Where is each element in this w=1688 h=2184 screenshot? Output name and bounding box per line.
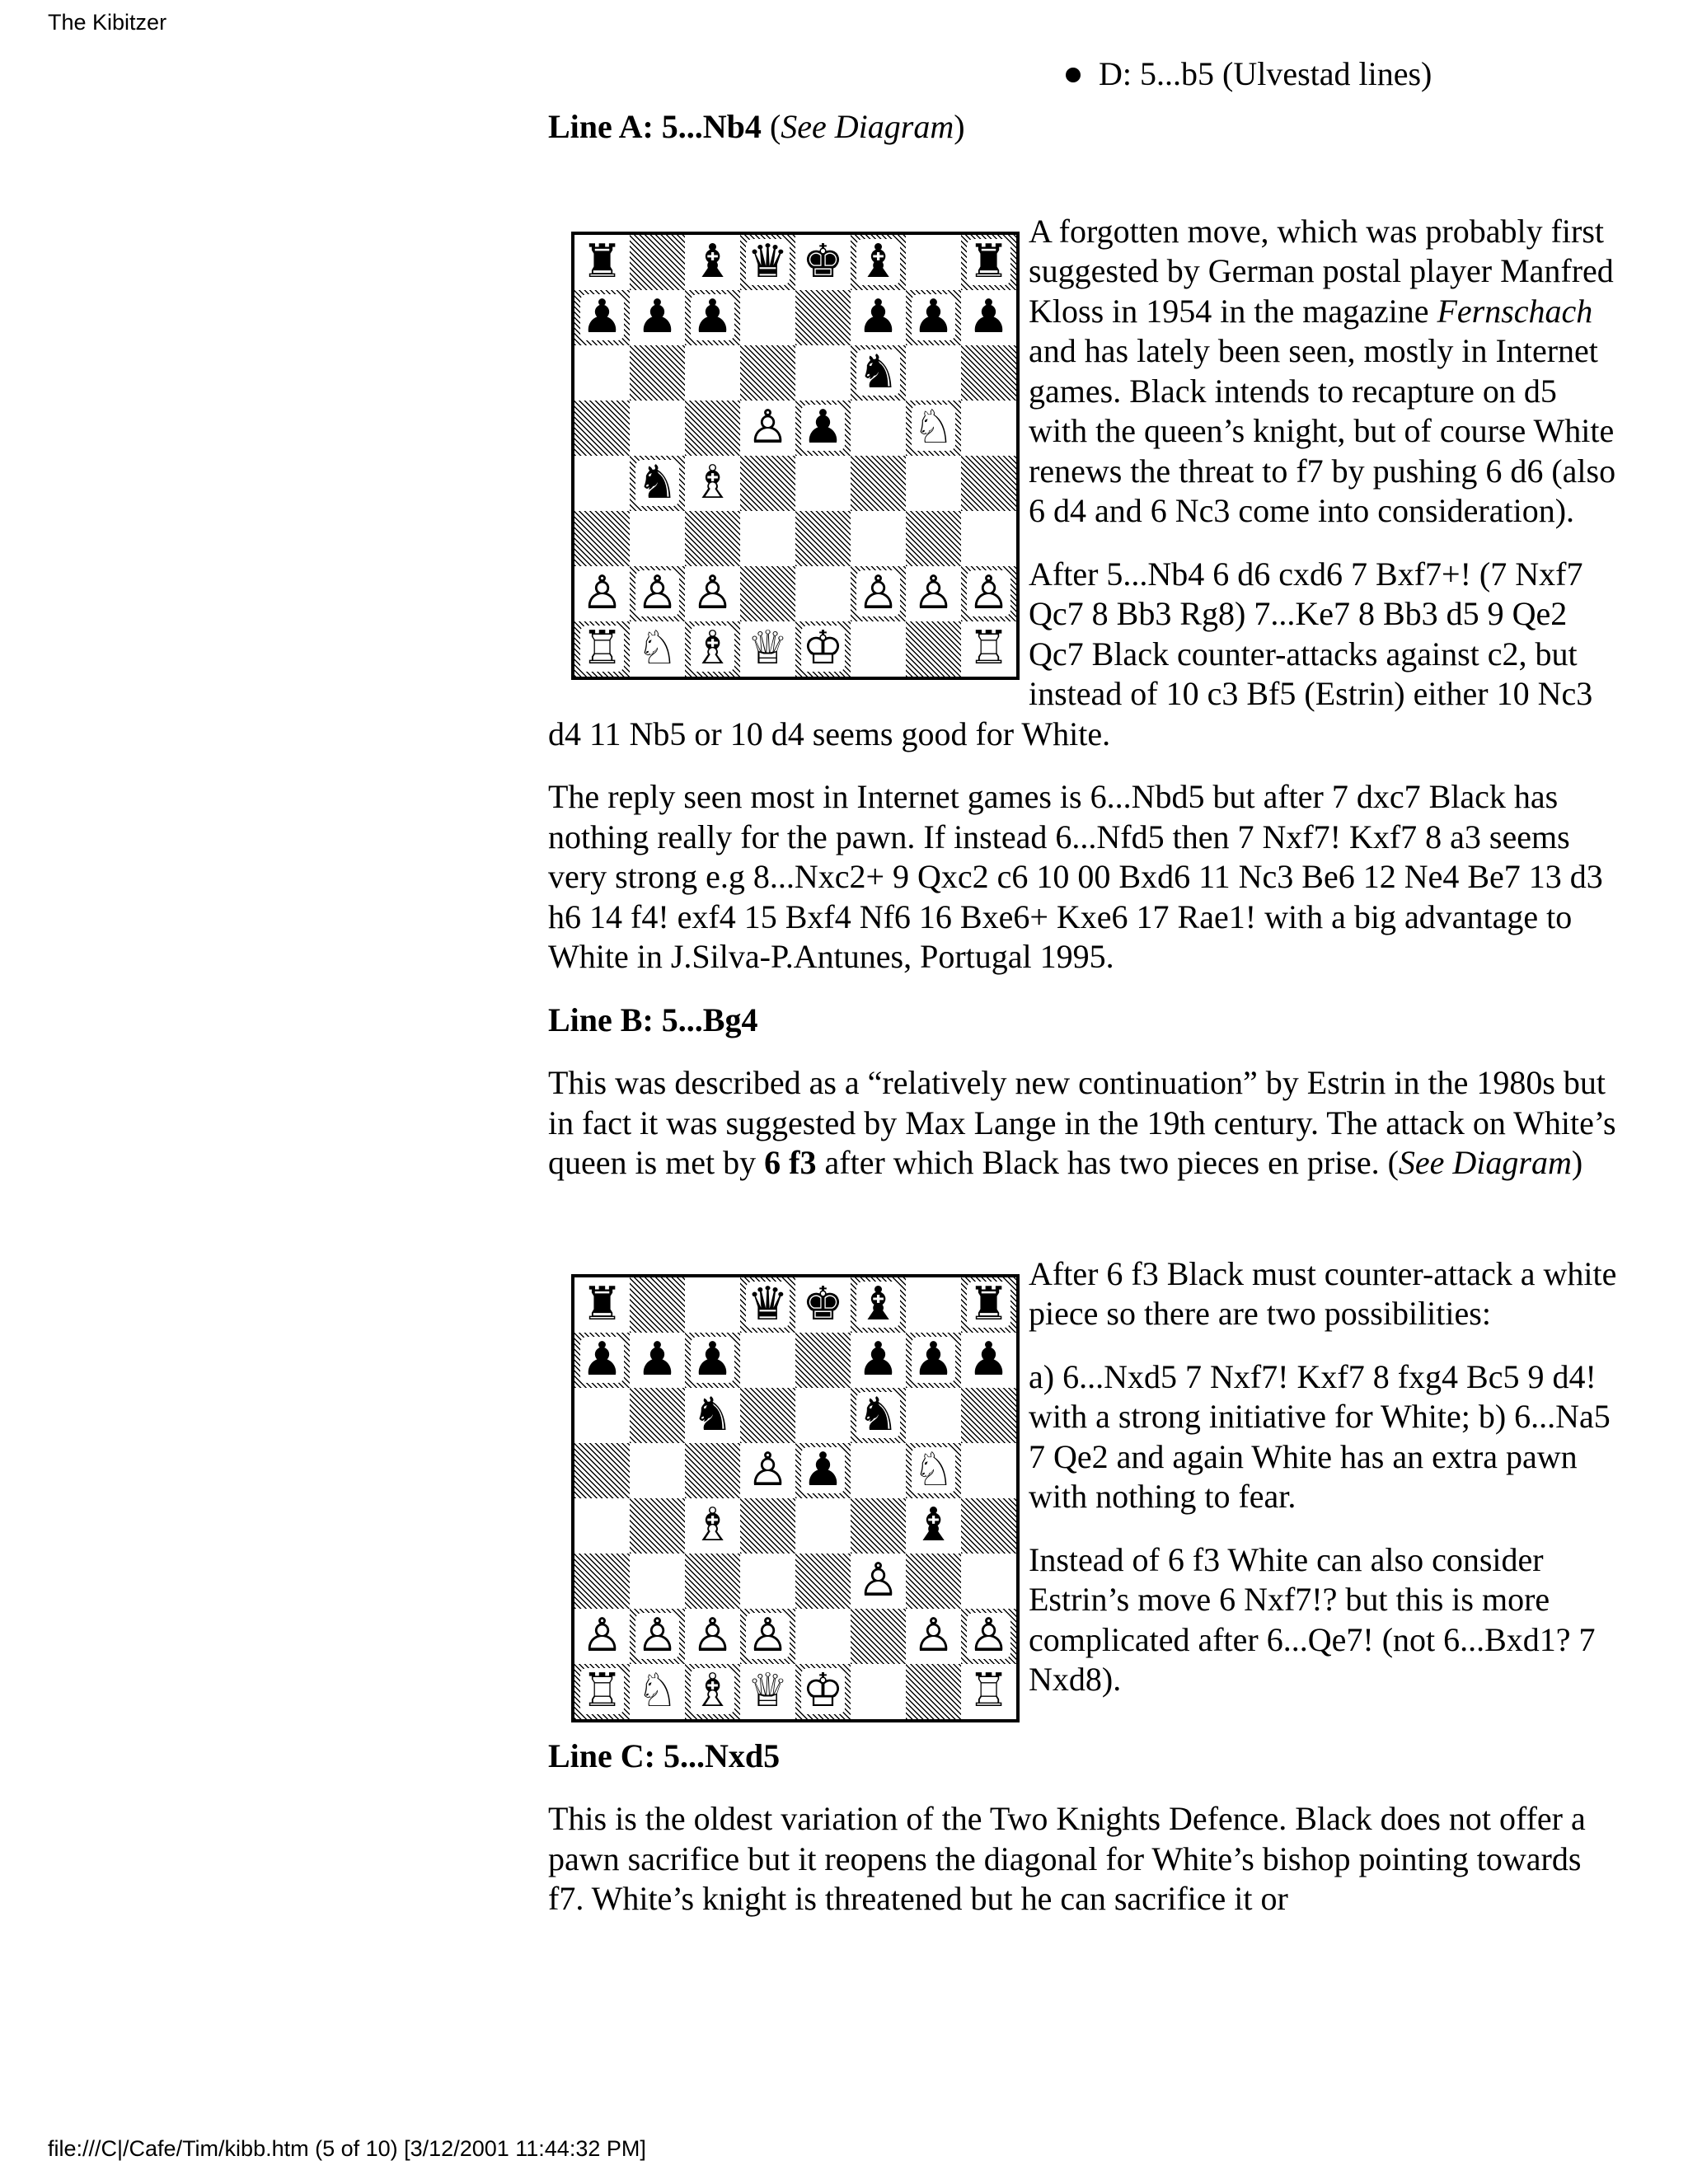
square-f3: [851, 1554, 906, 1609]
square-b4: [630, 1498, 685, 1554]
square-c8: [685, 1277, 740, 1333]
square-b3: [630, 511, 685, 566]
square-d5: [740, 401, 795, 456]
square-c5: [685, 401, 740, 456]
square-f2: [851, 1609, 906, 1664]
square-g4: [906, 456, 961, 511]
black-rook-icon: ♜: [968, 235, 1010, 288]
square-c3: [685, 1554, 740, 1609]
square-c7: [685, 1333, 740, 1388]
black-king-icon: ♚: [802, 1277, 844, 1331]
square-a6: [574, 1388, 630, 1443]
square-d4: [740, 1498, 795, 1554]
square-f2: [851, 566, 906, 621]
square-e8: [795, 1277, 851, 1333]
page-footer-path: file:///C|/Cafe/Tim/kibb.htm (5 of 10) [3/12/2001 11:44:32 PM]: [48, 2136, 646, 2161]
line-b-see-diagram: See Diagram: [1398, 1144, 1572, 1181]
white-pawn-icon: ♙: [857, 1554, 899, 1607]
white-bishop-icon: ♗: [692, 456, 734, 509]
square-g3: [906, 1554, 961, 1609]
square-h2: [961, 1609, 1016, 1664]
white-pawn-icon: ♙: [968, 1609, 1010, 1662]
black-pawn-icon: ♟: [968, 290, 1010, 344]
square-c2: [685, 1609, 740, 1664]
black-rook-icon: ♜: [968, 1277, 1010, 1331]
square-a5: [574, 1443, 630, 1498]
white-pawn-icon: ♙: [581, 566, 623, 620]
black-pawn-icon: ♟: [912, 1333, 954, 1386]
square-c6: [685, 1388, 740, 1443]
line-b-p1-close: ): [1571, 1144, 1583, 1181]
diagram-line-a: [548, 232, 1010, 689]
square-e6: [795, 345, 851, 401]
white-pawn-icon: ♙: [636, 1609, 678, 1662]
square-e5: [795, 1443, 851, 1498]
article-body: [548, 49, 1620, 1943]
diagram-line-b: [548, 1274, 1010, 1732]
square-b2: [630, 1609, 685, 1664]
square-f7: [851, 1333, 906, 1388]
line-b-p3-a: a) 6...Nxd5 7 Nxf7! Kxf7 8 fxg4 Bc5 9 d4! with a strong initiative for White;: [1029, 1357, 1597, 1435]
white-knight-icon: ♘: [912, 401, 954, 454]
white-knight-icon: ♘: [636, 621, 678, 675]
square-g1: [906, 1664, 961, 1719]
square-c8: [685, 235, 740, 290]
square-h8: [961, 235, 1016, 290]
square-h7: [961, 290, 1016, 345]
line-c-paragraph-1: This is the oldest variation of the Two Knights Defence. Black does not offer a pawn sacrifice but it reopens the diagonal for White’s bishop pointing towards f7. White’s knight is threatened but he can sacrifice it or: [548, 1800, 1586, 1917]
square-b2: [630, 566, 685, 621]
chessboard-line-b: [571, 1274, 1020, 1722]
square-d1: [740, 1664, 795, 1719]
square-b1: [630, 1664, 685, 1719]
square-d8: [740, 1277, 795, 1333]
white-pawn-icon: ♙: [857, 566, 899, 620]
square-c3: [685, 511, 740, 566]
square-b5: [630, 1443, 685, 1498]
black-pawn-icon: ♟: [857, 290, 899, 344]
square-g6: [906, 1388, 961, 1443]
square-h6: [961, 345, 1016, 401]
square-e5: [795, 401, 851, 456]
black-pawn-icon: ♟: [581, 290, 623, 344]
white-pawn-icon: ♙: [747, 1443, 789, 1497]
square-a4: [574, 1498, 630, 1554]
line-b-p1-b: after which Black has two pieces en prise. (: [824, 1144, 1399, 1181]
square-h4: [961, 1498, 1016, 1554]
black-pawn-icon: ♟: [581, 1333, 623, 1386]
square-b5: [630, 401, 685, 456]
black-knight-icon: ♞: [636, 456, 678, 509]
square-e3: [795, 1554, 851, 1609]
white-pawn-icon: ♙: [636, 566, 678, 620]
square-a2: [574, 1609, 630, 1664]
line-a-heading-text: Line A: 5...Nb4: [548, 108, 762, 145]
black-queen-icon: ♛: [747, 235, 789, 288]
square-h1: [961, 621, 1016, 677]
square-a1: [574, 1664, 630, 1719]
line-a-p1-italic: Fernschach: [1437, 292, 1593, 330]
black-pawn-icon: ♟: [912, 290, 954, 344]
square-c6: [685, 345, 740, 401]
line-b-paragraph-1: [548, 1063, 1620, 1183]
square-d6: [740, 345, 795, 401]
square-e7: [795, 290, 851, 345]
square-g1: [906, 621, 961, 677]
square-f1: [851, 621, 906, 677]
square-g6: [906, 345, 961, 401]
square-a8: [574, 1277, 630, 1333]
black-bishop-icon: ♝: [692, 235, 734, 288]
square-b6: [630, 1388, 685, 1443]
square-b7: [630, 1333, 685, 1388]
square-h7: [961, 1333, 1016, 1388]
square-g7: [906, 1333, 961, 1388]
square-e3: [795, 511, 851, 566]
white-pawn-icon: ♙: [692, 1609, 734, 1662]
white-pawn-icon: ♙: [692, 566, 734, 620]
square-e6: [795, 1388, 851, 1443]
square-e2: [795, 1609, 851, 1664]
line-a-p1-text: A forgotten move, which was probably first suggested by German postal player Manfred Kloss in 1954 in the magazine: [1029, 212, 1614, 330]
line-a-paren-close: ): [954, 108, 965, 145]
line-a-see-diagram: See Diagram: [781, 108, 954, 145]
square-c7: [685, 290, 740, 345]
square-a7: [574, 290, 630, 345]
square-d7: [740, 1333, 795, 1388]
black-rook-icon: ♜: [581, 1277, 623, 1331]
square-d8: [740, 235, 795, 290]
black-bishop-icon: ♝: [857, 235, 899, 288]
bullet-text: D: 5...b5 (Ulvestad lines): [1099, 55, 1432, 92]
black-knight-icon: ♞: [692, 1388, 734, 1441]
square-g3: [906, 511, 961, 566]
square-d4: [740, 456, 795, 511]
square-g2: [906, 566, 961, 621]
square-a2: [574, 566, 630, 621]
square-h4: [961, 456, 1016, 511]
square-f3: [851, 511, 906, 566]
square-a5: [574, 401, 630, 456]
square-a7: [574, 1333, 630, 1388]
white-pawn-icon: ♙: [747, 1609, 789, 1662]
square-f5: [851, 1443, 906, 1498]
white-bishop-icon: ♗: [692, 1498, 734, 1552]
square-f4: [851, 456, 906, 511]
square-a3: [574, 1554, 630, 1609]
square-a6: [574, 345, 630, 401]
line-a-p1-rest: and has lately been seen, mostly in Internet games. Black intends to recapture on d5 with the queen’s knight, but of course White renews the threat to f7 by pushing 6 d6 (also 6 d4 and 6 Nc3 come into consideration).: [1029, 332, 1616, 529]
square-b3: [630, 1554, 685, 1609]
line-b-p1-a: This was described as a “relatively new continuation” by Estrin in the 1980s but in fact it was suggested by Max Lange in the 19th century. The attack on White’s queen is met by: [548, 1064, 1616, 1181]
page-header-title: The Kibitzer: [48, 10, 167, 35]
white-king-icon: ♔: [802, 1664, 844, 1718]
line-a-paren-open: (: [769, 108, 781, 145]
bullet-dot-icon: [1066, 68, 1081, 82]
square-h2: [961, 566, 1016, 621]
black-king-icon: ♚: [802, 235, 844, 288]
black-pawn-icon: ♟: [968, 1333, 1010, 1386]
square-f6: [851, 345, 906, 401]
square-f6: [851, 1388, 906, 1443]
square-h1: [961, 1664, 1016, 1719]
square-f1: [851, 1664, 906, 1719]
line-a-heading: [548, 107, 1620, 148]
line-a-paragraph-2: After 5...Nb4 6 d6 cxd6 7 Bxf7+! (7 Nxf7 Qc7 8 Bb3 Rg8) 7...Ke7 8 Bb3 d5 9 Qe2 Qc7 Black counter-attacks against c2, but instead of 10 c3 Bf5 (Estrin) either 10 Nc3 d4 11 Nb5 or 10 d4 seems good for White.: [548, 555, 1593, 752]
white-bishop-icon: ♗: [692, 1664, 734, 1718]
white-rook-icon: ♖: [581, 621, 623, 675]
square-f8: [851, 1277, 906, 1333]
square-e1: [795, 1664, 851, 1719]
square-b8: [630, 1277, 685, 1333]
square-b1: [630, 621, 685, 677]
square-a1: [574, 621, 630, 677]
square-h6: [961, 1388, 1016, 1443]
square-f4: [851, 1498, 906, 1554]
square-d2: [740, 566, 795, 621]
square-g8: [906, 1277, 961, 1333]
square-g8: [906, 235, 961, 290]
square-g5: [906, 1443, 961, 1498]
square-d1: [740, 621, 795, 677]
white-pawn-icon: ♙: [968, 566, 1010, 620]
line-b-paragraph-2: After 6 f3 Black must counter-attack a white piece so there are two possibilities:: [1029, 1254, 1617, 1332]
line-a-paragraph-3: The reply seen most in Internet games is 6...Nbd5 but after 7 dxc7 Black has nothing really for the pawn. If instead 6...Nfd5 then 7 Nxf7! Kxf7 8 a3 seems very strong e.g 8...Nxc2+ 9 Qxc2 c6 10 00 Bxd6 11 Nc3 Be6 12 Ne4 Be7 13 d3 h6 14 f4! exf4 15 Bxf4 Nf6 16 Bxe6+ Kxe6 17 Rae1! with a big advantage to White in J.Silva-P.Antunes, Portugal 1995.: [548, 778, 1603, 975]
square-f7: [851, 290, 906, 345]
line-c-heading: Line C: 5...Nxd5: [548, 1736, 781, 1774]
black-pawn-icon: ♟: [636, 290, 678, 344]
square-e4: [795, 456, 851, 511]
square-e1: [795, 621, 851, 677]
square-g5: [906, 401, 961, 456]
square-e8: [795, 235, 851, 290]
white-pawn-icon: ♙: [912, 1609, 954, 1662]
black-bishop-icon: ♝: [857, 1277, 899, 1331]
line-b-p1-bold: 6 f3: [764, 1144, 817, 1181]
line-b-paragraph-4: Instead of 6 f3 White can also consider Estrin’s move 6 Nxf7!? but this is more complicated after 6...Qe7! (not 6...Bxd1? 7 Nxd8).: [1029, 1540, 1596, 1698]
white-knight-icon: ♘: [636, 1664, 678, 1718]
square-a4: [574, 456, 630, 511]
square-d6: [740, 1388, 795, 1443]
white-rook-icon: ♖: [581, 1664, 623, 1718]
white-pawn-icon: ♙: [912, 566, 954, 620]
white-queen-icon: ♕: [747, 1664, 789, 1718]
square-h5: [961, 401, 1016, 456]
black-queen-icon: ♛: [747, 1277, 789, 1331]
black-pawn-icon: ♟: [636, 1333, 678, 1386]
square-b4: [630, 456, 685, 511]
square-a8: [574, 235, 630, 290]
square-d3: [740, 1554, 795, 1609]
chessboard-line-a: [571, 232, 1020, 680]
square-h5: [961, 1443, 1016, 1498]
square-g7: [906, 290, 961, 345]
white-pawn-icon: ♙: [581, 1609, 623, 1662]
black-pawn-icon: ♟: [802, 401, 844, 454]
white-rook-icon: ♖: [968, 621, 1010, 675]
square-b8: [630, 235, 685, 290]
black-pawn-icon: ♟: [857, 1333, 899, 1386]
black-pawn-icon: ♟: [802, 1443, 844, 1497]
white-queen-icon: ♕: [747, 621, 789, 675]
square-h8: [961, 1277, 1016, 1333]
square-d5: [740, 1443, 795, 1498]
square-a3: [574, 511, 630, 566]
black-bishop-icon: ♝: [912, 1498, 954, 1552]
line-b-p3-b: b) 6...Na5 7 Qe2 and again White has an extra pawn with nothing to fear.: [1029, 1398, 1611, 1515]
square-h3: [961, 1554, 1016, 1609]
black-knight-icon: ♞: [857, 1388, 899, 1441]
square-e2: [795, 566, 851, 621]
square-c2: [685, 566, 740, 621]
white-bishop-icon: ♗: [692, 621, 734, 675]
square-f8: [851, 235, 906, 290]
square-e7: [795, 1333, 851, 1388]
square-d7: [740, 290, 795, 345]
square-c4: [685, 1498, 740, 1554]
black-rook-icon: ♜: [581, 235, 623, 288]
square-c1: [685, 1664, 740, 1719]
square-b6: [630, 345, 685, 401]
square-d3: [740, 511, 795, 566]
square-c4: [685, 456, 740, 511]
black-pawn-icon: ♟: [692, 290, 734, 344]
square-b7: [630, 290, 685, 345]
square-g2: [906, 1609, 961, 1664]
square-e4: [795, 1498, 851, 1554]
white-king-icon: ♔: [802, 621, 844, 675]
square-c5: [685, 1443, 740, 1498]
square-h3: [961, 511, 1016, 566]
line-b-heading: Line B: 5...Bg4: [548, 1001, 758, 1038]
black-knight-icon: ♞: [857, 345, 899, 399]
white-rook-icon: ♖: [968, 1664, 1010, 1718]
square-d2: [740, 1609, 795, 1664]
square-g4: [906, 1498, 961, 1554]
white-knight-icon: ♘: [912, 1443, 954, 1497]
white-pawn-icon: ♙: [747, 401, 789, 454]
square-f5: [851, 401, 906, 456]
black-pawn-icon: ♟: [692, 1333, 734, 1386]
square-c1: [685, 621, 740, 677]
bullet-item-line-d: [1099, 54, 1620, 96]
